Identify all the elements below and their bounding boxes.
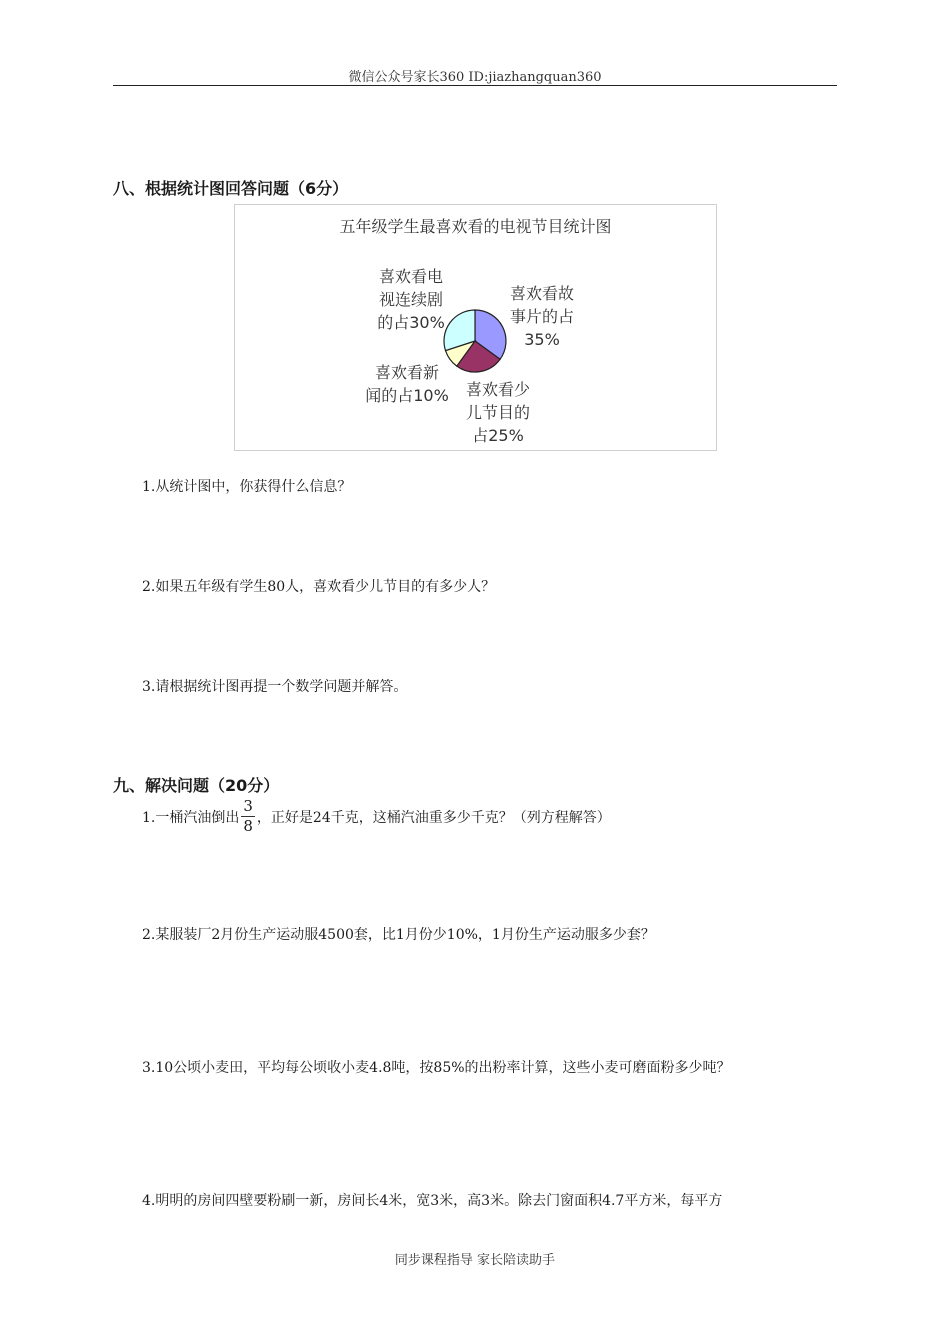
q1-text-before: 1.一桶汽油倒出 (142, 810, 240, 826)
label-story (497, 282, 587, 351)
section-8-question-2: 2.如果五年级有学生80人，喜欢看少儿节目的有多少人？ (142, 579, 496, 595)
label-story-line: 35% (524, 330, 560, 349)
fraction-denominator: 8 (243, 816, 253, 835)
q1-text-after: ，正好是24千克，这桶汽油重多少千克？（列方程解答） (256, 810, 611, 826)
label-story-line: 事片的占 (509, 307, 574, 326)
label-drama-line: 视连续剧 (378, 290, 443, 309)
label-kids-line: 占25% (472, 426, 524, 445)
label-kids (453, 378, 543, 447)
header-divider (113, 85, 837, 86)
section-8-question-1: 1.从统计图中，你获得什么信息？ (142, 479, 352, 495)
section-9-question-3: 3.10公顷小麦田，平均每公顷收小麦4.8吨，按85%的出粉率计算，这些小麦可磨面粉多少吨？ (142, 1060, 731, 1076)
label-news-line: 闻的占10% (365, 386, 449, 405)
label-drama (363, 265, 459, 334)
section-8-title: 八、根据统计图回答问题（6分） (113, 179, 349, 198)
label-kids-line: 喜欢看少 (465, 380, 530, 399)
fraction (241, 796, 255, 835)
page-footer: 同步课程指导 家长陪读助手 (394, 1253, 556, 1268)
label-kids-line: 儿节目的 (465, 403, 530, 422)
label-news (359, 361, 455, 407)
pie-chart (234, 204, 717, 451)
section-9-question-1 (142, 796, 611, 836)
label-news-line: 喜欢看新 (374, 363, 439, 382)
section-9-question-2: 2.某服装厂2月份生产运动服4500套，比1月份少10%，1月份生产运动服多少套？ (142, 927, 655, 943)
label-story-line: 喜欢看故 (509, 284, 574, 303)
chart-title: 五年级学生最喜欢看的电视节目统计图 (339, 217, 612, 236)
section-9-question-4: 4.明明的房间四壁要粉刷一新，房间长4米，宽3米，高3米。除去门窗面积4.7平方米，每平方 (142, 1193, 723, 1209)
section-8-question-3: 3.请根据统计图再提一个数学问题并解答。 (142, 679, 408, 695)
label-drama-line: 喜欢看电 (378, 267, 443, 286)
label-drama-line: 的占30% (377, 313, 445, 332)
fraction-numerator: 3 (243, 796, 253, 815)
section-9-title: 九、解决问题（20分） (113, 776, 280, 795)
page-header: 微信公众号家长360 ID:jiazhangquan360 (348, 70, 602, 85)
